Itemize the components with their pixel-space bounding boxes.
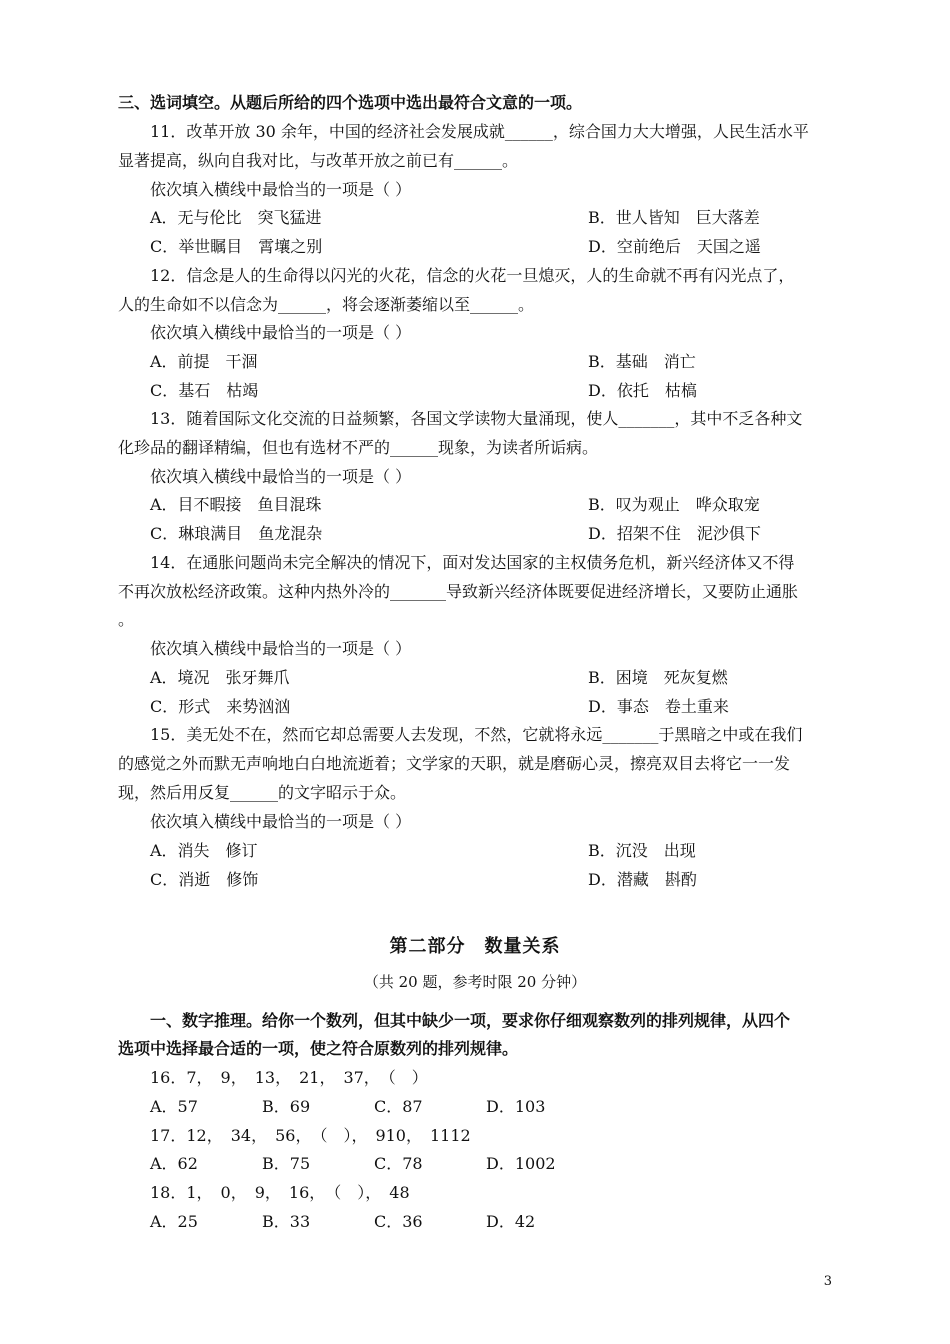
option-c: C．举世瞩目 霄壤之别 (150, 237, 323, 256)
question-15-prompt: 依次填入横线中最恰当的一项是（ ） (150, 812, 412, 831)
question-15-text: 15．美无处不在，然而它却总需要人去发现，不然，它就将永远_______于黑暗之中或在我们 (150, 725, 803, 744)
option-d: D．事态 卷土重来 (588, 697, 729, 716)
option-a: A．25 (150, 1212, 198, 1231)
option-d: D．1002 (486, 1154, 556, 1173)
question-11-options-row (150, 232, 761, 261)
question-13-options-row (150, 490, 760, 519)
option-c: C．形式 来势汹汹 (150, 697, 291, 716)
question-11-text: 11．改革开放 30 余年，中国的经济社会发展成就______，综合国力大大增强，人民生活水平 (150, 122, 809, 141)
page-number: 3 (823, 1274, 832, 1289)
question-13-options-row (150, 519, 761, 548)
option-b: B．世人皆知 巨大落差 (588, 208, 760, 227)
option-c: C．36 (374, 1212, 423, 1231)
question-15-options-row (150, 836, 696, 865)
question-17-stem: 17．12， 34， 56， （ ）， 910， 1112 (150, 1126, 471, 1145)
option-c: C．琳琅满目 鱼龙混杂 (150, 524, 323, 543)
question-12-text: 人的生命如不以信念为______，将会逐渐萎缩以至______。 (118, 295, 535, 314)
option-a: A．57 (150, 1097, 198, 1116)
option-a: A．前提 干涸 (150, 352, 258, 371)
option-b: B．叹为观止 哗众取宠 (588, 495, 760, 514)
question-15-options-row (150, 865, 697, 894)
question-14-options-row (150, 692, 729, 721)
option-c: C．消逝 修饰 (150, 870, 259, 889)
question-12-options-row (150, 376, 697, 405)
option-b: B．75 (262, 1154, 311, 1173)
question-16-options-row (150, 1092, 598, 1121)
option-d: D．依托 枯槁 (588, 381, 697, 400)
option-d: D．103 (486, 1097, 546, 1116)
option-a: A．境况 张牙舞爪 (150, 668, 290, 687)
option-d: D．空前绝后 天国之遥 (588, 237, 761, 256)
question-14-text: 。 (118, 610, 135, 629)
question-15-text: 现，然后用反复______的文字昭示于众。 (118, 783, 407, 802)
question-12-prompt: 依次填入横线中最恰当的一项是（ ） (150, 323, 412, 342)
option-d: D．42 (486, 1212, 536, 1231)
question-11-text: 显著提高，纵向自我对比，与改革开放之前已有______。 (118, 151, 519, 170)
question-12-options-row (150, 347, 696, 376)
part-subtitle: （共 20 题，参考时限 20 分钟） (363, 973, 587, 991)
question-11-options-row (150, 203, 760, 232)
question-15-text: 的感觉之外而默无声响地白白地流逝着；文学家的天职，就是磨砺心灵，擦亮双目去将它一一发 (118, 754, 791, 773)
question-14-text: 14．在通胀问题尚未完全解决的情况下，面对发达国家的主权债务危机，新兴经济体又不得 (150, 553, 795, 572)
option-b: B．69 (262, 1097, 311, 1116)
question-14-prompt: 依次填入横线中最恰当的一项是（ ） (150, 639, 412, 658)
option-a: A．消失 修订 (150, 841, 258, 860)
section-heading: 一、数字推理。给你一个数列，但其中缺少一项，要求你仔细观察数列的排列规律，从四个 (150, 1011, 791, 1030)
part-title: 第二部分 数量关系 (389, 936, 561, 957)
question-13-text: 13．随着国际文化交流的日益频繁，各国文学读物大量涌现，使人_______，其中不乏各种文 (150, 409, 803, 428)
question-14-options-row (150, 663, 728, 692)
option-a: A．无与伦比 突飞猛进 (150, 208, 322, 227)
option-b: B．沉没 出现 (588, 841, 696, 860)
option-d: D．潜藏 斟酌 (588, 870, 697, 889)
question-12-text: 12．信念是人的生命得以闪光的火花，信念的火花一旦熄灭，人的生命就不再有闪光点了， (150, 266, 795, 285)
section-heading: 选项中选择最合适的一项，使之符合原数列的排列规律。 (118, 1039, 519, 1058)
option-b: B．33 (262, 1212, 311, 1231)
question-17-options-row (150, 1149, 598, 1178)
option-c: C．基石 枯竭 (150, 381, 259, 400)
section-heading: 三、选词填空。从题后所给的四个选项中选出最符合文意的一项。 (118, 93, 583, 112)
option-b: B．困境 死灰复燃 (588, 668, 728, 687)
question-18-options-row (150, 1207, 598, 1236)
question-13-prompt: 依次填入横线中最恰当的一项是（ ） (150, 467, 412, 486)
question-13-text: 化珍品的翻译精编，但也有选材不严的______现象，为读者所诟病。 (118, 438, 599, 457)
option-d: D．招架不住 泥沙俱下 (588, 524, 761, 543)
option-a: A．目不暇接 鱼目混珠 (150, 495, 322, 514)
option-a: A．62 (150, 1154, 198, 1173)
question-18-stem: 18．1， 0， 9， 16， （ ）， 48 (150, 1183, 410, 1202)
option-b: B．基础 消亡 (588, 352, 696, 371)
question-11-prompt: 依次填入横线中最恰当的一项是（ ） (150, 180, 412, 199)
question-16-stem: 16．7， 9， 13， 21， 37， （ ） (150, 1068, 428, 1087)
option-c: C．78 (374, 1154, 423, 1173)
question-14-text: 不再次放松经济政策。这种内热外冷的_______导致新兴经济体既要促进经济增长，又要防止通胀 (118, 582, 799, 601)
option-c: C．87 (374, 1097, 423, 1116)
